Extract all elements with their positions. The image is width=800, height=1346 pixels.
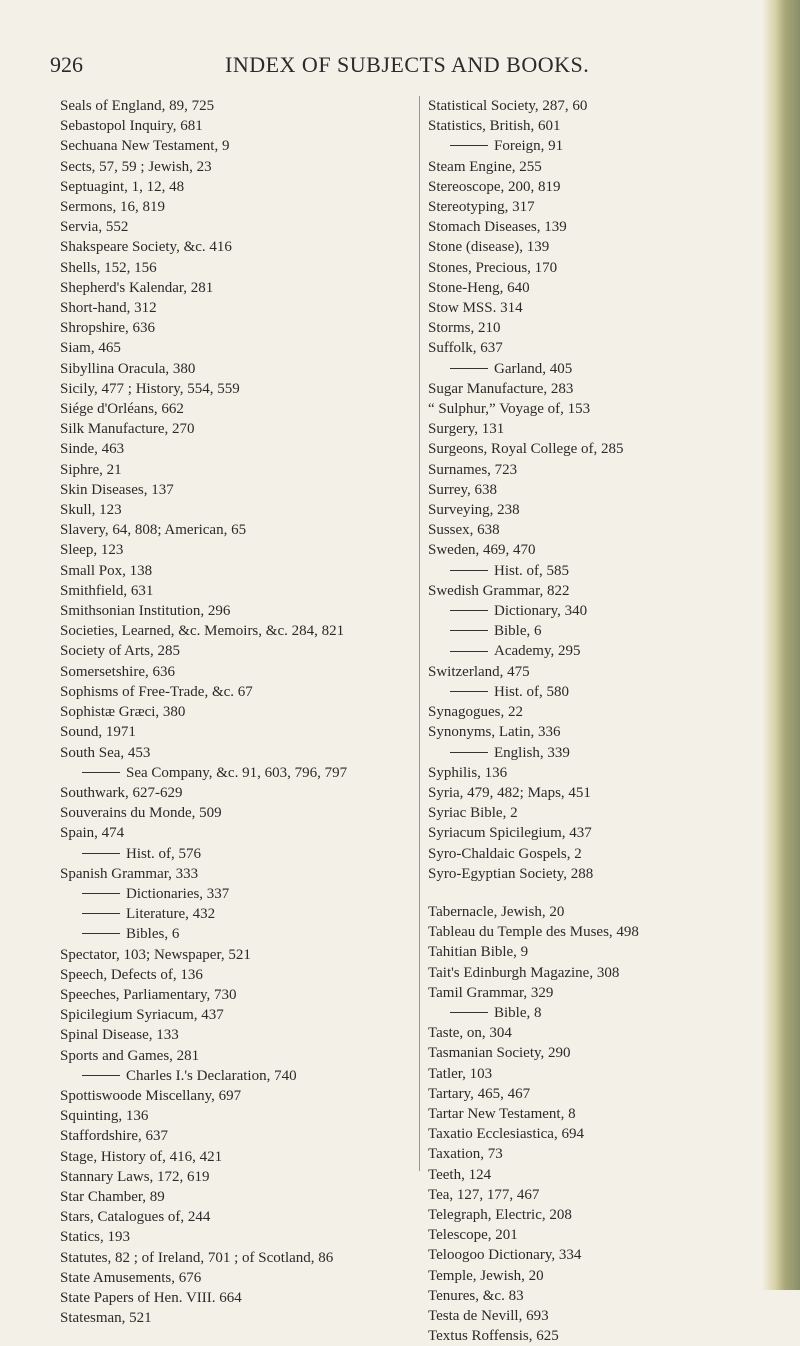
entry-text: Short-hand, 312 [60, 300, 157, 317]
entry-text: Dictionaries, 337 [126, 885, 230, 902]
index-entry [428, 922, 778, 942]
index-entry [60, 399, 415, 419]
ditto-dash [82, 772, 120, 773]
ditto-dash [82, 913, 120, 914]
entry-text: Syphilis, 136 [428, 764, 508, 781]
index-entry [60, 1248, 415, 1268]
entry-text: Stones, Precious, 170 [428, 259, 558, 276]
entry-text: Syro-Egyptian Society, 288 [428, 865, 594, 882]
entry-text: Tea, 127, 177, 467 [428, 1186, 540, 1203]
entry-text: Academy, 295 [494, 643, 581, 660]
entry-text: Steam Engine, 255 [428, 158, 542, 175]
entry-text: Society of Arts, 285 [60, 643, 180, 660]
index-entry [60, 500, 415, 520]
entry-text: Taxatio Ecclesiastica, 694 [428, 1126, 584, 1143]
ditto-dash [450, 651, 488, 652]
entry-text: Sophisms of Free-Trade, &c. 67 [60, 683, 253, 700]
entry-text: Sleep, 123 [60, 542, 124, 559]
entry-text: Spectator, 103; Newspaper, 521 [60, 946, 251, 963]
ditto-dash [82, 933, 120, 934]
entry-text: Sea Company, &c. 91, 603, 796, 797 [126, 764, 348, 781]
entry-text: Telegraph, Electric, 208 [428, 1206, 572, 1223]
index-entry [428, 197, 778, 217]
index-entry [428, 520, 778, 540]
entry-text: Sicily, 477 ; History, 554, 559 [60, 380, 240, 397]
entry-text: Tabernacle, Jewish, 20 [428, 903, 565, 920]
entry-text: Silk Manufacture, 270 [60, 421, 195, 438]
index-entry [60, 96, 415, 116]
index-entry [60, 480, 415, 500]
ditto-dash [450, 570, 488, 571]
entry-text: Septuagint, 1, 12, 48 [60, 178, 185, 195]
index-entry [428, 1043, 778, 1063]
index-entry [60, 621, 415, 641]
index-entry [428, 96, 778, 116]
entry-text: Textus Roffensis, 625 [428, 1328, 559, 1345]
index-entry [60, 359, 415, 379]
entry-text: Siphre, 21 [60, 461, 122, 478]
index-entry [60, 641, 415, 661]
index-entry [60, 157, 415, 177]
entry-text: Tartar New Testament, 8 [428, 1105, 576, 1122]
entry-text: Smithfield, 631 [60, 582, 154, 599]
index-entry [60, 298, 415, 318]
index-subentry [60, 763, 415, 783]
entry-text: Souverains du Monde, 509 [60, 805, 222, 822]
index-entry [428, 1306, 778, 1326]
index-column-left [60, 96, 415, 1328]
index-entry [60, 1308, 415, 1328]
entry-text: Shells, 152, 156 [60, 259, 157, 276]
index-entry [60, 561, 415, 581]
entry-text: Hist. of, 585 [494, 562, 569, 579]
ditto-dash [82, 1075, 120, 1076]
index-entry [60, 682, 415, 702]
entry-text: Sechuana New Testament, 9 [60, 138, 230, 155]
entry-text: Sugar Manufacture, 283 [428, 380, 574, 397]
entry-text: Statutes, 82 ; of Ireland, 701 ; of Scotland, 86 [60, 1249, 334, 1266]
ditto-dash [450, 691, 488, 692]
entry-text: Telescope, 201 [428, 1227, 518, 1244]
section-gap [428, 884, 778, 902]
index-entry [60, 965, 415, 985]
entry-text: Smithsonian Institution, 296 [60, 603, 231, 620]
index-entry [60, 1147, 415, 1167]
entry-text: Southwark, 627-629 [60, 784, 183, 801]
entry-text: Teeth, 124 [428, 1166, 492, 1183]
index-entry [60, 540, 415, 560]
index-entry [428, 177, 778, 197]
entry-text: Sound, 1971 [60, 724, 136, 741]
entry-text: Surnames, 723 [428, 461, 518, 478]
index-entry [60, 1167, 415, 1187]
index-entry [60, 460, 415, 480]
index-entry [428, 763, 778, 783]
index-column-right [428, 96, 778, 1346]
entry-text: Tatler, 103 [428, 1065, 493, 1082]
entry-text: Tamil Grammar, 329 [428, 984, 554, 1001]
entry-text: Spicilegium Syriacum, 437 [60, 1007, 224, 1024]
entry-text: Hist. of, 576 [126, 845, 201, 862]
entry-text: Charles I.'s Declaration, 740 [126, 1067, 297, 1084]
index-entry [428, 864, 778, 884]
entry-text: Syriacum Spicilegium, 437 [428, 825, 592, 842]
ditto-dash [450, 752, 488, 753]
index-entry [428, 237, 778, 257]
index-entry [60, 338, 415, 358]
index-entry [428, 1245, 778, 1265]
index-entry [428, 379, 778, 399]
entry-text: State Papers of Hen. VIII. 664 [60, 1289, 242, 1306]
index-subentry [428, 641, 778, 661]
entry-text: Syro-Chaldaic Gospels, 2 [428, 845, 582, 862]
entry-text: Sibyllina Oracula, 380 [60, 360, 196, 377]
index-entry [60, 1126, 415, 1146]
index-entry [428, 1165, 778, 1185]
index-entry [428, 1084, 778, 1104]
column-divider [419, 96, 420, 1171]
entry-text: Foreign, 91 [494, 138, 564, 155]
ditto-dash [450, 610, 488, 611]
entry-text: Stereotyping, 317 [428, 199, 535, 216]
index-entry [60, 823, 415, 843]
ditto-dash [82, 853, 120, 854]
index-entry [60, 197, 415, 217]
index-entry [428, 1286, 778, 1306]
index-entry [60, 1187, 415, 1207]
index-entry [428, 963, 778, 983]
index-entry [428, 500, 778, 520]
entry-text: Sussex, 638 [428, 522, 500, 539]
index-entry [428, 1266, 778, 1286]
index-entry [428, 722, 778, 742]
index-subentry [60, 924, 415, 944]
entry-text: Spottiswoode Miscellany, 697 [60, 1087, 242, 1104]
index-entry [428, 338, 778, 358]
entry-text: Staffordshire, 637 [60, 1128, 169, 1145]
entry-text: Tableau du Temple des Muses, 498 [428, 924, 639, 941]
entry-text: Sects, 57, 59 ; Jewish, 23 [60, 158, 212, 175]
index-entry [428, 318, 778, 338]
entry-text: Stow MSS. 314 [428, 300, 523, 317]
running-title: INDEX OF SUBJECTS AND BOOKS. [225, 52, 590, 77]
entry-text: Storms, 210 [428, 320, 501, 337]
entry-text: Synagogues, 22 [428, 704, 523, 721]
index-entry [428, 399, 778, 419]
index-subentry [60, 904, 415, 924]
entry-text: English, 339 [494, 744, 570, 761]
entry-text: Statesman, 521 [60, 1310, 152, 1327]
entry-text: Stage, History of, 416, 421 [60, 1148, 223, 1165]
entry-text: Siam, 465 [60, 340, 121, 357]
index-entry [60, 520, 415, 540]
index-entry [428, 1104, 778, 1124]
entry-text: Bible, 6 [494, 623, 542, 640]
page-number: 926 [50, 52, 83, 77]
entry-text: Statics, 193 [60, 1229, 130, 1246]
index-entry [428, 702, 778, 722]
entry-text: Temple, Jewish, 20 [428, 1267, 544, 1284]
index-entry [428, 902, 778, 922]
index-entry [60, 258, 415, 278]
index-entry [428, 803, 778, 823]
index-subentry [428, 561, 778, 581]
entry-text: Swedish Grammar, 822 [428, 582, 570, 599]
index-entry [428, 540, 778, 560]
index-entry [60, 136, 415, 156]
index-subentry [60, 1066, 415, 1086]
entry-text: Dictionary, 340 [494, 603, 588, 620]
entry-text: Taxation, 73 [428, 1146, 503, 1163]
entry-text: Slavery, 64, 808; American, 65 [60, 522, 247, 539]
entry-text: Squinting, 136 [60, 1108, 149, 1125]
entry-text: Tartary, 465, 467 [428, 1085, 531, 1102]
index-entry [428, 983, 778, 1003]
index-subentry [428, 601, 778, 621]
ditto-dash [450, 630, 488, 631]
index-entry [60, 581, 415, 601]
index-entry [60, 237, 415, 257]
entry-text: Surveying, 238 [428, 502, 520, 519]
entry-text: Testa de Nevill, 693 [428, 1307, 549, 1324]
index-entry [428, 844, 778, 864]
entry-text: Tasmanian Society, 290 [428, 1045, 571, 1062]
entry-text: Sermons, 16, 819 [60, 199, 165, 216]
index-entry [428, 662, 778, 682]
index-entry [60, 217, 415, 237]
entry-text: Syria, 479, 482; Maps, 451 [428, 784, 591, 801]
index-entry [60, 1227, 415, 1247]
index-subentry [428, 682, 778, 702]
index-entry [60, 702, 415, 722]
index-entry [60, 177, 415, 197]
ditto-dash [82, 893, 120, 894]
entry-text: State Amusements, 676 [60, 1269, 202, 1286]
index-subentry [428, 1003, 778, 1023]
page-header [0, 52, 800, 82]
index-entry [428, 1185, 778, 1205]
index-entry [60, 783, 415, 803]
index-entry [428, 258, 778, 278]
index-entry [60, 803, 415, 823]
entry-text: Shepherd's Kalendar, 281 [60, 279, 214, 296]
entry-text: South Sea, 453 [60, 744, 151, 761]
entry-text: Somersetshire, 636 [60, 663, 175, 680]
entry-text: Sports and Games, 281 [60, 1047, 200, 1064]
index-entry [428, 1023, 778, 1043]
index-entry [428, 581, 778, 601]
entry-text: Stars, Catalogues of, 244 [60, 1209, 211, 1226]
entry-text: Surgeons, Royal College of, 285 [428, 441, 624, 458]
entry-text: Stomach Diseases, 139 [428, 219, 567, 236]
index-entry [428, 116, 778, 136]
entry-text: Tait's Edinburgh Magazine, 308 [428, 964, 620, 981]
index-entry [60, 743, 415, 763]
entry-text: Garland, 405 [494, 360, 573, 377]
index-entry [60, 379, 415, 399]
entry-text: Syriac Bible, 2 [428, 805, 518, 822]
entry-text: Surgery, 131 [428, 421, 505, 438]
entry-text: Shropshire, 636 [60, 320, 155, 337]
ditto-dash [450, 145, 488, 146]
entry-text: Bibles, 6 [126, 926, 180, 943]
entry-text: “ Sulphur,” Voyage of, 153 [428, 401, 591, 418]
index-entry [60, 1268, 415, 1288]
entry-text: Skin Diseases, 137 [60, 481, 174, 498]
index-entry [60, 1207, 415, 1227]
index-entry [60, 985, 415, 1005]
index-subentry [428, 359, 778, 379]
entry-text: Spanish Grammar, 333 [60, 865, 199, 882]
index-entry [428, 1326, 778, 1346]
index-entry [60, 864, 415, 884]
entry-text: Surrey, 638 [428, 481, 498, 498]
index-entry [60, 439, 415, 459]
index-entry [60, 278, 415, 298]
index-entry [60, 318, 415, 338]
index-entry [60, 1288, 415, 1308]
index-entry [60, 722, 415, 742]
index-entry [428, 783, 778, 803]
index-entry [60, 116, 415, 136]
index-entry [428, 157, 778, 177]
index-entry [428, 1124, 778, 1144]
entry-text: Skull, 123 [60, 502, 122, 519]
index-entry [60, 1106, 415, 1126]
entry-text: Switzerland, 475 [428, 663, 530, 680]
page-edge-binding [762, 0, 800, 1290]
index-entry [428, 1205, 778, 1225]
index-entry [428, 217, 778, 237]
entry-text: Spinal Disease, 133 [60, 1027, 179, 1044]
index-entry [60, 601, 415, 621]
index-entry [428, 298, 778, 318]
index-entry [428, 1064, 778, 1084]
index-entry [60, 419, 415, 439]
entry-text: Statistics, British, 601 [428, 118, 561, 135]
entry-text: Sebastopol Inquiry, 681 [60, 118, 203, 135]
index-entry [428, 419, 778, 439]
entry-text: Sophistæ Græci, 380 [60, 704, 186, 721]
entry-text: Servia, 552 [60, 219, 129, 236]
index-entry [428, 439, 778, 459]
entry-text: Sweden, 469, 470 [428, 542, 536, 559]
index-entry [428, 278, 778, 298]
index-entry [428, 942, 778, 962]
entry-text: Stereoscope, 200, 819 [428, 178, 561, 195]
index-entry [428, 823, 778, 843]
entry-text: Literature, 432 [126, 906, 216, 923]
entry-text: Synonyms, Latin, 336 [428, 724, 561, 741]
entry-text: Statistical Society, 287, 60 [428, 98, 588, 114]
entry-text: Speech, Defects of, 136 [60, 966, 203, 983]
ditto-dash [450, 368, 488, 369]
index-subentry [428, 621, 778, 641]
entry-text: Spain, 474 [60, 825, 125, 842]
entry-text: Stone (disease), 139 [428, 239, 550, 256]
index-entry [60, 1086, 415, 1106]
entry-text: Sinde, 463 [60, 441, 125, 458]
index-subentry [428, 136, 778, 156]
entry-text: Tenures, &c. 83 [428, 1287, 524, 1304]
entry-text: Teloogoo Dictionary, 334 [428, 1247, 582, 1264]
index-entry [428, 1225, 778, 1245]
entry-text: Small Pox, 138 [60, 562, 153, 579]
index-entry [60, 1046, 415, 1066]
entry-text: Stannary Laws, 172, 619 [60, 1168, 210, 1185]
index-subentry [60, 884, 415, 904]
entry-text: Shakspeare Society, &c. 416 [60, 239, 232, 256]
index-entry [60, 1025, 415, 1045]
entry-text: Siége d'Orléans, 662 [60, 401, 184, 418]
index-entry [428, 1144, 778, 1164]
entry-text: Suffolk, 637 [428, 340, 503, 357]
entry-text: Star Chamber, 89 [60, 1188, 165, 1205]
entry-text: Stone-Heng, 640 [428, 279, 530, 296]
entry-text: Hist. of, 580 [494, 683, 569, 700]
index-subentry [60, 844, 415, 864]
index-subentry [428, 743, 778, 763]
entry-text: Seals of England, 89, 725 [60, 98, 215, 114]
index-entry [428, 480, 778, 500]
entry-text: Societies, Learned, &c. Memoirs, &c. 284, 821 [60, 623, 345, 640]
entry-text: Bible, 8 [494, 1004, 542, 1021]
index-entry [428, 460, 778, 480]
entry-text: Taste, on, 304 [428, 1025, 512, 1042]
index-entry [60, 662, 415, 682]
entry-text: Tahitian Bible, 9 [428, 944, 529, 961]
index-entry [60, 945, 415, 965]
index-entry [60, 1005, 415, 1025]
entry-text: Speeches, Parliamentary, 730 [60, 986, 237, 1003]
ditto-dash [450, 1012, 488, 1013]
